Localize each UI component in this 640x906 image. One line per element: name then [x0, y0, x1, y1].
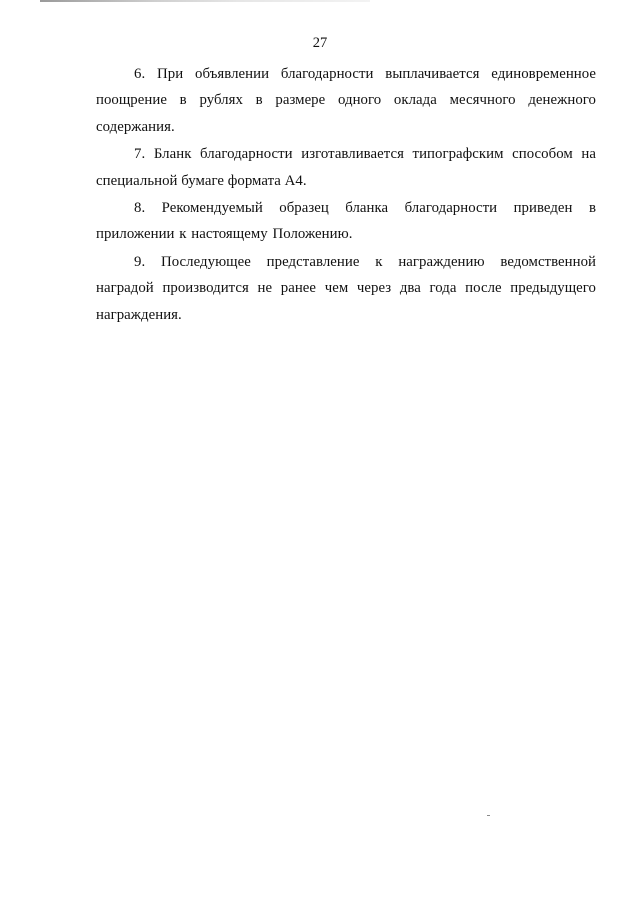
document-body — [96, 61, 596, 329]
paragraph-6: 6. При объявлении благодарности выплачивается единовременное поощрение в рублях в размере одного оклада месячного денежного содержания. — [96, 66, 596, 135]
page-number: 27 — [312, 35, 328, 51]
paragraph-9: 9. Последующее представление к награждению ведомственной наградой производится не ранее чем через два года после предыдущего награждения. — [96, 253, 596, 323]
paragraph-7: 7. Бланк благодарности изготавливается типографским способом на специальной бумаге формата А4. — [96, 146, 596, 189]
paragraph-8: 8. Рекомендуемый образец бланка благодарности приведен в приложении к настоящему Положению. — [96, 200, 596, 243]
scan-speck — [487, 815, 490, 816]
scan-edge-line — [40, 0, 370, 2]
